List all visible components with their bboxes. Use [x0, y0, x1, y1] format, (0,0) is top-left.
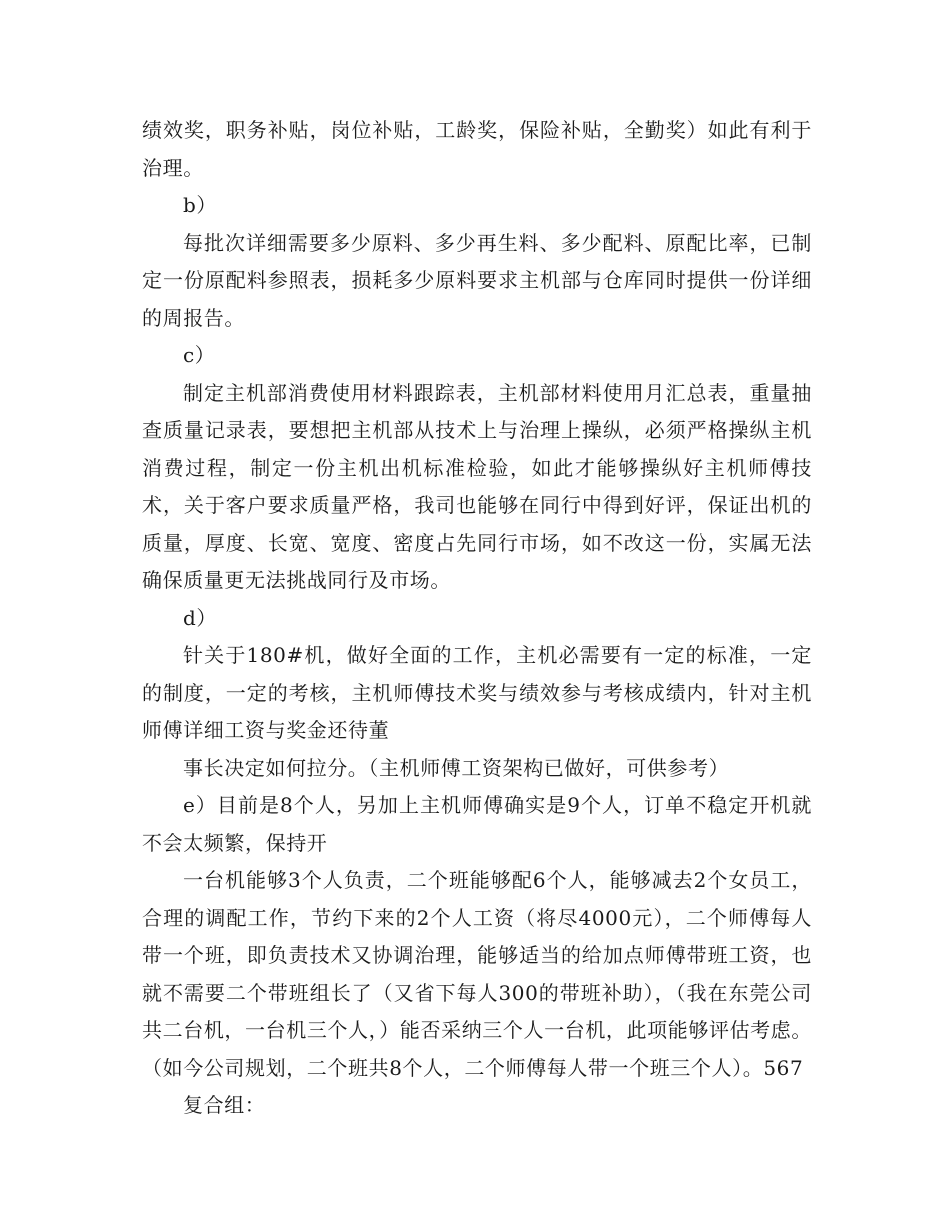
paragraph-staffing-plan: 一台机能够3个人负责，二个班能够配6个人，能够减去2个女员工，合理的调配工作，节约下来的2个人工资（将尽4000元），二个师傅每人带一个班，即负责技术又协调治理，能够适当的给加点师傅带班工资，也就不需要二个带班组长了（又省下每人300的带班补助），（我在东莞公司共二台机，一台机三个人，）能否采纳三个人一台机，此项能够评估考虑。（如今公司规划，二个班共8个人，二个师傅每人带一个班三个人）。567 — [142, 868, 812, 1080]
item-marker-d: d） — [183, 605, 218, 630]
paragraph-bonus-list: 绩效奖，职务补贴，岗位补贴，工龄奖，保险补贴，全勤奖）如此有利于治理。 — [142, 118, 812, 180]
paragraph-consumption-tracking: 制定主机部消费使用材料跟踪表，主机部材料使用月汇总表，重量抽查质量记录表，要想把主机部从技术上与治理上操纵，必须严格操纵主机消费过程，制定一份主机出机标准检验，如此才能够操纵好主机师傅技术，关于客户要求质量严格，我司也能够在同行中得到好评，保证出机的质量，厚度、长宽、宽度、密度占先同行市场，如不改这一份，实属无法确保质量更无法挑战同行及市场。 — [142, 380, 812, 592]
paragraph-chairman-decision: 事长决定如何拉分。（主机师傅工资架构已做好，可供参考） — [183, 755, 730, 780]
section-heading-composite-group: 复合组： — [183, 1093, 266, 1117]
paragraph-material-ratio: 每批次详细需要多少原料、多少再生料、多少配料、原配比率，已制定一份原配料参照表，损耗多少原料要求主机部与仓库同时提供一份详细的周报告。 — [142, 230, 812, 330]
document-body — [142, 112, 812, 1125]
item-marker-c: c） — [183, 343, 216, 367]
paragraph-item-e: e）目前是8个人，另加上主机师傅确实是9个人，订单不稳定开机就不会太频繁，保持开 — [142, 793, 812, 855]
paragraph-machine-180: 针关于180#机，做好全面的工作，主机必需要有一定的标准，一定的制度，一定的考核，主机师傅技术奖与绩效参与考核成绩内，针对主机师傅详细工资与奖金还待董 — [142, 643, 812, 742]
item-marker-b: b） — [183, 193, 218, 217]
